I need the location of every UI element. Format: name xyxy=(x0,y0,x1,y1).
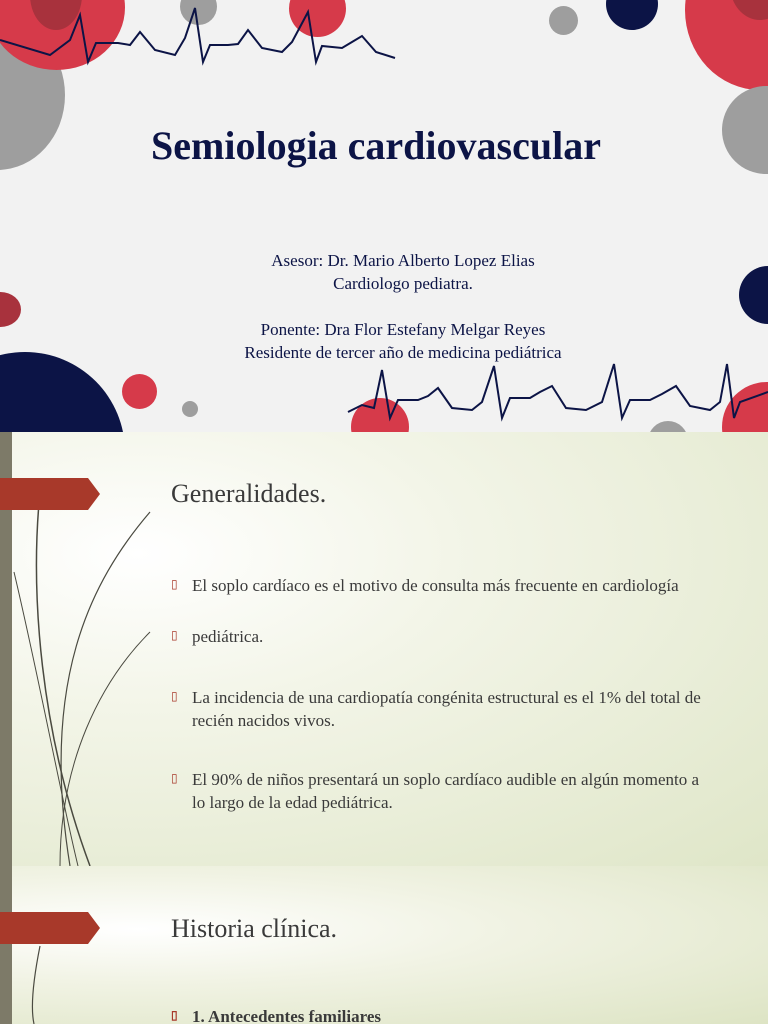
bullet-marker-icon: ▯ xyxy=(171,577,178,591)
title-slide xyxy=(0,0,768,432)
list-item: ▯ 1. Antecedentes familiares xyxy=(171,1005,711,1024)
advisor-line: Asesor: Dr. Mario Alberto Lopez Elias xyxy=(271,251,535,270)
list-item: ▯ El 90% de niños presentará un soplo cardíaco audible en algún momento a lo largo de la edad pediátrica. xyxy=(171,768,711,814)
page-title: Semiologia cardiovascular xyxy=(151,123,601,168)
list-item: ▯ El soplo cardíaco es el motivo de consulta más frecuente en cardiología xyxy=(171,574,711,597)
list-item: ▯ La incidencia de una cardiopatía congénita estructural es el 1% del total de recién nacidos vivos. xyxy=(171,686,711,732)
generalidades-slide xyxy=(0,432,768,866)
bullet-marker-icon: ▯ xyxy=(171,689,178,703)
advisor-role: Cardiologo pediatra. xyxy=(333,274,473,293)
presenter-role: Residente de tercer año de medicina pediátrica xyxy=(244,343,562,362)
bullet-marker-icon: ▯ xyxy=(171,771,178,785)
section-title: Historia clínica. xyxy=(171,914,338,943)
section-title: Generalidades. xyxy=(171,479,327,508)
section-arrow xyxy=(0,912,100,944)
presenter-line: Ponente: Dra Flor Estefany Melgar Reyes xyxy=(260,320,546,339)
bullet-marker-icon: ▯ xyxy=(171,1008,178,1022)
ecg-line-top xyxy=(0,0,768,432)
section-arrow xyxy=(0,478,100,510)
bullet-marker-icon: ▯ xyxy=(171,628,178,642)
historia-slide xyxy=(0,866,768,1024)
list-item: ▯ pediátrica. xyxy=(171,625,711,648)
decor-curves xyxy=(0,866,200,1024)
